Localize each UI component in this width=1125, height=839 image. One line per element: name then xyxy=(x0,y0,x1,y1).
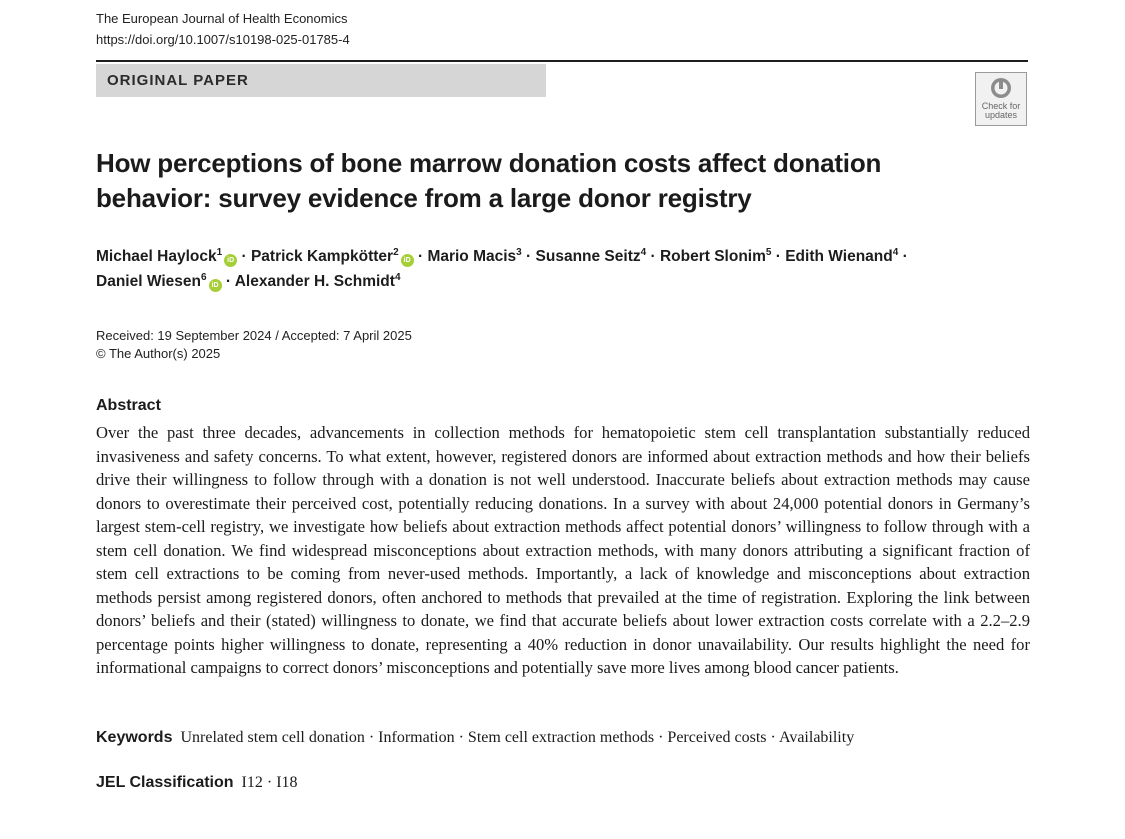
received-accepted-date: Received: 19 September 2024 / Accepted: 7 April 2025 xyxy=(96,328,412,343)
author-separator: · xyxy=(771,248,786,265)
author-separator: · xyxy=(898,248,908,265)
jel-label: JEL Classification xyxy=(96,774,234,791)
author-name: Robert Slonim xyxy=(659,248,766,265)
publication-dates xyxy=(96,327,412,363)
author-entry[interactable] xyxy=(96,248,237,265)
paper-title: How perceptions of bone marrow donation costs affect donation behavior: survey evidence from a large donor registry xyxy=(96,148,882,213)
author-affiliation: 2 xyxy=(393,246,399,258)
keywords-section xyxy=(96,729,854,747)
author-entry[interactable] xyxy=(660,248,771,265)
orcid-icon[interactable]: iD xyxy=(224,254,237,267)
orcid-icon[interactable]: iD xyxy=(209,279,222,292)
check-updates-line2: updates xyxy=(984,110,1018,120)
header-rule xyxy=(96,60,1028,62)
author-list xyxy=(96,244,1026,294)
keywords-label: Keywords xyxy=(96,729,173,746)
author-entry[interactable] xyxy=(251,248,414,265)
author-separator: · xyxy=(413,248,428,265)
author-entry[interactable] xyxy=(785,248,898,265)
check-updates-line1: Check for xyxy=(981,101,1021,111)
author-name: Patrick Kampkötter xyxy=(250,248,394,265)
orcid-icon[interactable]: iD xyxy=(401,254,414,267)
author-affiliation: 5 xyxy=(765,246,772,258)
author-affiliation: 4 xyxy=(892,246,899,258)
abstract-heading: Abstract xyxy=(96,397,161,414)
section-label: ORIGINAL PAPER xyxy=(96,64,546,97)
author-name: Edith Wienand xyxy=(785,248,893,265)
author-affiliation: 1 xyxy=(216,246,223,258)
copyright-line: © The Author(s) 2025 xyxy=(96,346,221,361)
author-entry[interactable] xyxy=(427,248,521,265)
author-entry[interactable] xyxy=(235,273,401,290)
author-affiliation: 3 xyxy=(516,246,522,258)
author-name: Alexander H. Schmidt xyxy=(234,273,395,290)
author-name: Michael Haylock xyxy=(96,248,217,265)
author-entry[interactable] xyxy=(96,273,222,290)
author-name: Susanne Seitz xyxy=(535,248,641,265)
author-separator: · xyxy=(521,248,536,265)
keywords-text: Unrelated stem cell donation · Information · Stem cell extraction methods · Perceived costs · Availability xyxy=(180,729,855,746)
author-name: Mario Macis xyxy=(427,248,517,265)
author-separator: · xyxy=(237,248,251,265)
author-separator: · xyxy=(646,248,660,265)
author-affiliation: 4 xyxy=(394,271,401,283)
author-separator: · xyxy=(221,273,235,290)
jel-text: I12 · I18 xyxy=(241,774,298,791)
jel-section xyxy=(96,774,298,792)
author-affiliation: 4 xyxy=(640,246,647,258)
author-affiliation: 6 xyxy=(200,271,207,283)
journal-name: The European Journal of Health Economics xyxy=(96,11,348,26)
doi-link[interactable]: https://doi.org/10.1007/s10198-025-01785-4 xyxy=(96,32,350,47)
abstract-text: Over the past three decades, advancements in collection methods for hematopoietic stem cell transplantation substantially reduced invasiveness and safety concerns. To what extent, however, registered donors are informed about extraction methods and how their beliefs drive their willingness to follow through with a donation is not well understood. Inaccurate beliefs about extraction methods may cause donors to overestimate their perceived cost, potentially reducing donations. In a survey with about 24,000 potential donors in Germany’s largest stem-cell registry, we investigate how beliefs about extraction methods affect potential donors’ willingness to follow through with a stem cell donation. We find widespread misconceptions about extraction methods, with many donors attributing a significant fraction of stem cell extractions to be coming from never-used methods. Importantly, a lack of knowledge and misconceptions about extraction methods persist among registered donors, often anchored to methods that prevailed at the time of registration. Exploring the link between donors’ beliefs and their (stated) willingness to donate, we find that accurate beliefs about lower extraction costs correlate with a 2.2–2.9 percentage points higher willingness to donate, representing a 40% reduction in donor unavailability. Our results highlight the need for informational campaigns to correct donors’ misconceptions and potentially save more lives among blood cancer patients. xyxy=(96,423,1030,677)
check-for-updates-button[interactable] xyxy=(975,72,1027,126)
author-entry[interactable] xyxy=(536,248,647,265)
check-updates-icon xyxy=(990,77,1012,99)
author-name: Daniel Wiesen xyxy=(96,273,201,290)
